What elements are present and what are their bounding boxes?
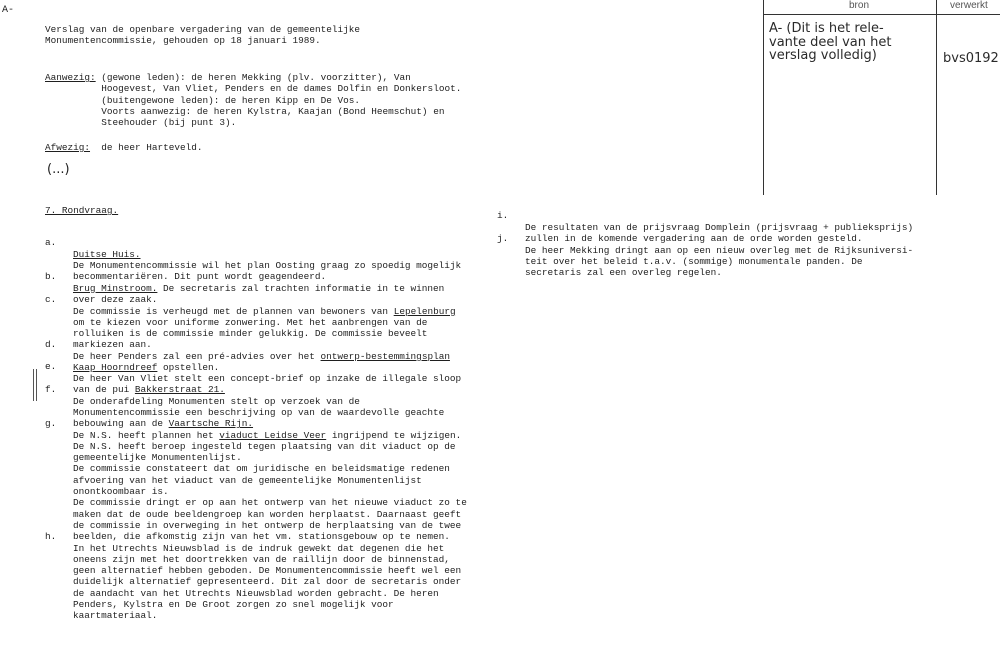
afwezig-text: de heer Harteveld. [90, 142, 203, 153]
list-item: c. De commissie is verheugd met de plannen van bewoners van Lepelenburg om te kiezen voor uniforme zonwering. Met het aanbrengen van de rolluiken is de commissie minder gelukkig. De commissie beveelt markiezen aan. [45, 294, 456, 351]
aanwezig-text: (gewone leden): de heren Mekking (plv. voorzitter), Van Hoogevest, Van Vliet, Penders en de dames Dolfin en Donkersloot. (buitengewone leden): de heren Kipp en De Vos. Voorts aanwezig: de heren Kylstra, Kaajan (Bond Heemschut) en Steehouder (bij punt 3). [101, 72, 462, 129]
section-heading: 7. Rondvraag. [45, 205, 119, 216]
column-header-verwerkt: verwerkt [950, 0, 988, 11]
source-table [763, 0, 1000, 195]
list-item: f. De onderafdeling Monumenten stelt op verzoek van de Monumentencommissie een beschrijving op van de waardevolle geachte bebouwing aan de Vaartsche Rijn. [45, 384, 445, 430]
verwerkt-note: bvs0192 [943, 51, 999, 66]
ellipsis: (...) [47, 162, 70, 177]
items-left-column [45, 0, 475, 649]
aanwezig-label: Aanwezig: [45, 72, 96, 83]
column-header-bron: bron [849, 0, 870, 11]
list-item: b. Brug Minstroom. De secretaris zal trachten informatie in te winnen over deze zaak. [45, 271, 445, 305]
page-mark: A- [2, 5, 15, 16]
afwezig-label: Afwezig: [45, 142, 91, 153]
list-item: i. De resultaten van de prijsvraag Domplein (prijsvraag + publieksprijs) zullen in de komende vergadering aan de orde worden gesteld. [497, 210, 914, 244]
bron-note: A- (Dit is het rele- vante deel van het verslag volledig) [769, 21, 892, 64]
list-item: a. Duitse Huis. De Monumentencommissie wil het plan Oosting graag zo spoedig mogelijk becommentariëren. Dit punt wordt geagendeerd. [45, 237, 462, 283]
margin-mark [36, 369, 37, 401]
margin-mark [33, 369, 34, 401]
list-item: j. De heer Mekking dringt aan op een nieuw overleg met de Rijksuniversi- teit over het beleid t.a.v. (sommige) monumentale panden. De secretaris zal een overleg regelen. [497, 233, 914, 279]
list-item: h. In het Utrechts Nieuwsblad is de indruk gewekt dat degenen die het oneens zijn met het doortrekken van de raillijn door de binnenstad, geen alternatief hebben geboden. De Monumentencommissie heeft wel een duidelijk alternatief gepresenteerd. Dit zal door de secretaris onder de aandacht van het Utrechts Nieuwsblad worden gebracht. De heren Penders, Kylstra en De Groot zorgen zo snel mogelijk voor kaartmateriaal. [45, 531, 462, 622]
list-item: d. De heer Penders zal een pré-advies over het ontwerp-bestemmingsplan Kaap Hoorndreef opstellen. [45, 339, 450, 373]
list-item: e. De heer Van Vliet stelt een concept-brief op inzake de illegale sloop van de pui Bakkerstraat 21. [45, 361, 462, 395]
list-item: g. De N.S. heeft plannen het viaduct Leidse Veer ingrijpend te wijzigen. De N.S. heeft beroep ingesteld tegen plaatsing van dit viaduct op de gemeentelijke Monumentenlijst. De commissie constateert dat om juridische en beleidsmatige redenen afvoering van het viaduct van de gemeentelijke Monumentenlijst onontkoombaar is. De commissie dringt er op aan het ontwerp van het nieuwe viaduct zo te maken dat de oude beeldengroep kan worden herplaatst. Daarnaast geeft de commissie in overweging in het ontwerp de herplaatsing van de twee beelden, die afkomstig zijn van het vm. stationsgebouw op te nemen. [45, 418, 467, 543]
document-title: Verslag van de openbare vergadering van de gemeentelijke Monumentencommissie, gehouden op 18 januari 1989. [45, 24, 361, 47]
